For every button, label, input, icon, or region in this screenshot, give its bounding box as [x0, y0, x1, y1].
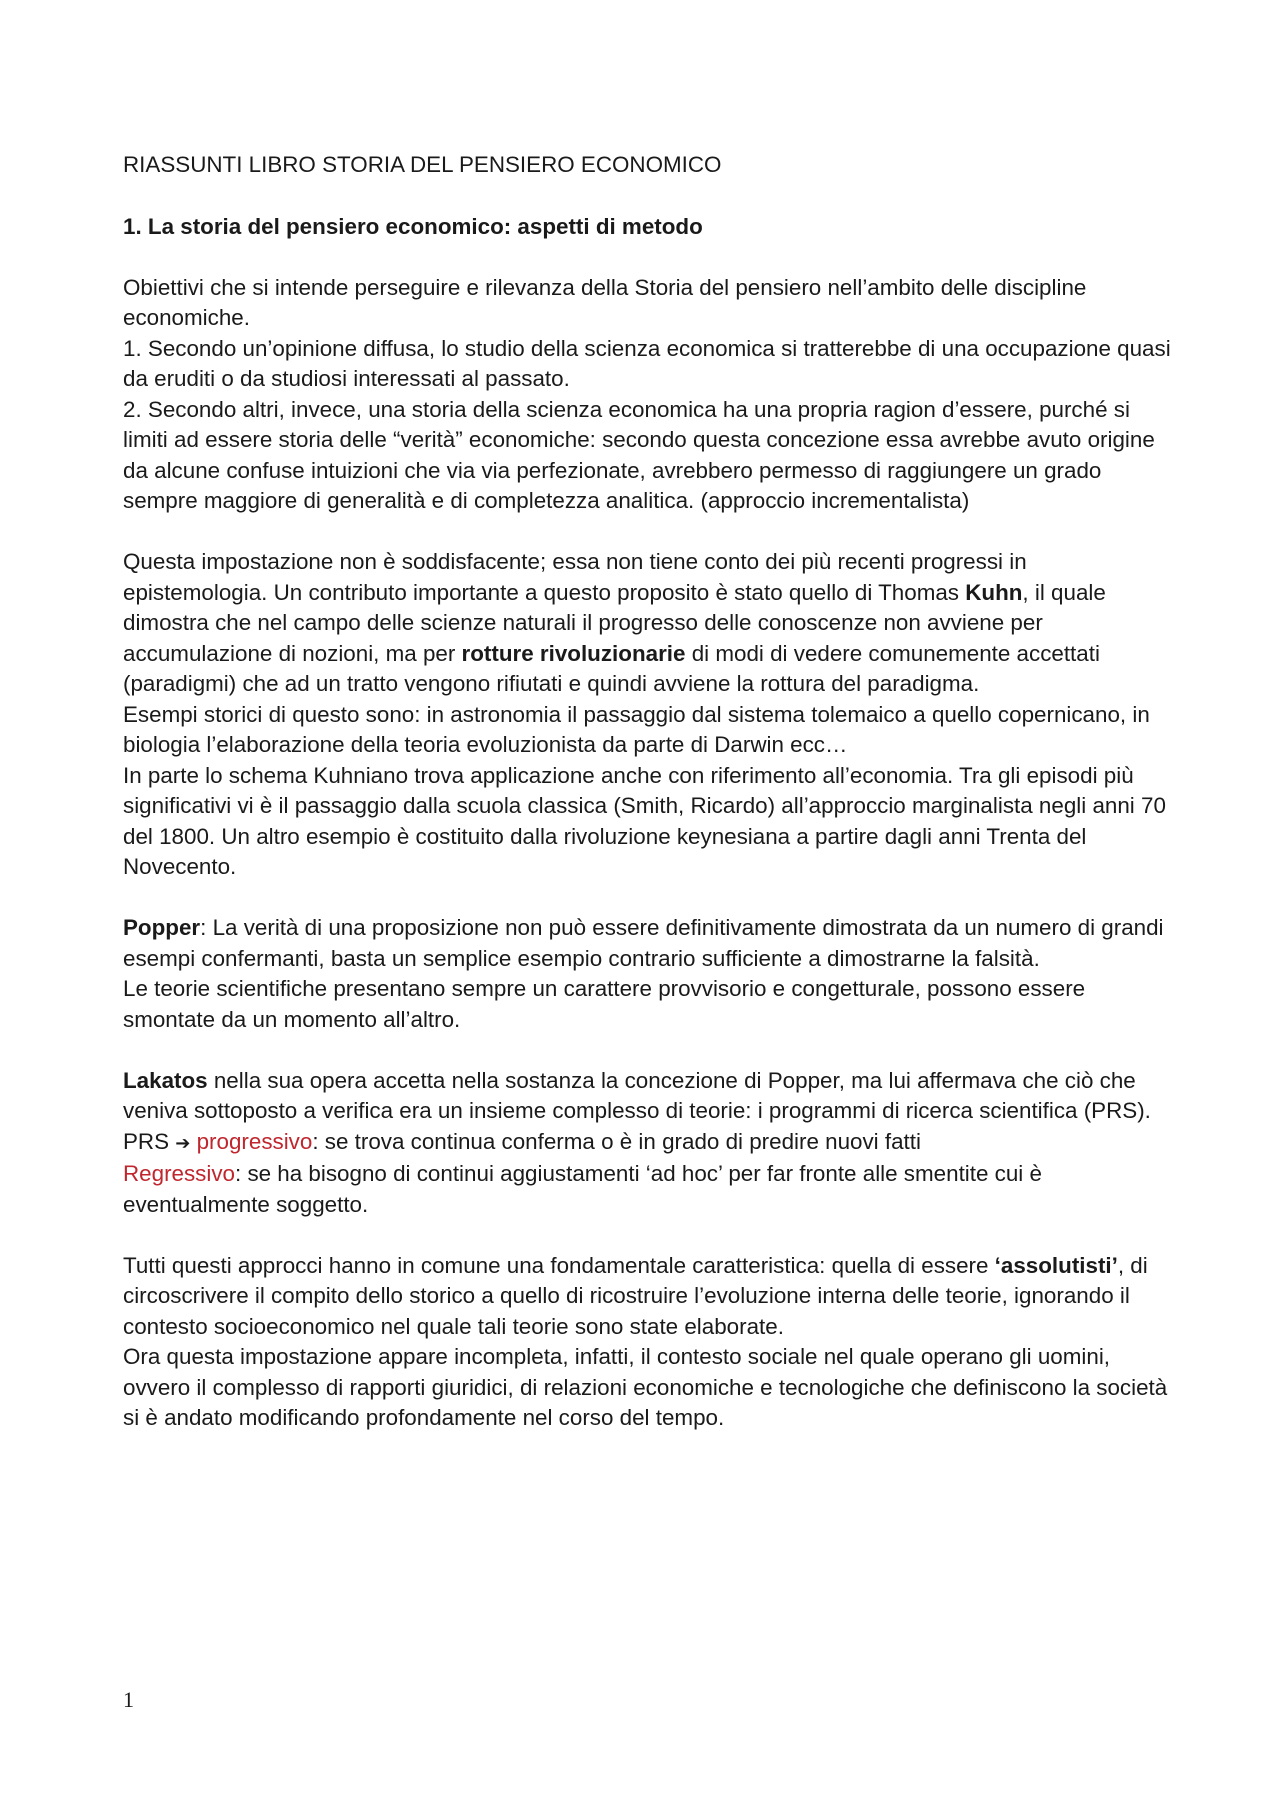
- lakatos-text: nella sua opera accetta nella sostanza la concezione di Popper, ma lui affermava che ciò che veniva sottoposto a verifica era un insieme complesso di teorie: i programmi di ricerca scientifica (PRS).: [123, 1067, 1151, 1123]
- document-title: RIASSUNTI LIBRO STORIA DEL PENSIERO ECONOMICO: [123, 152, 722, 177]
- social-context-paragraph: Ora questa impostazione appare incompleta, infatti, il contesto sociale nel quale operano gli uomini, ovvero il complesso di rapporti giuridici, di relazioni economiche e tecnologiche che definiscono la società si è andato modificando profondamente nel corso del tempo.: [123, 1344, 1168, 1430]
- kuhn-block: [123, 547, 1173, 883]
- kuhn-text-c: di modi di vedere comunemente accettati (paradigmi) che ad un tratto vengono rifiutati e quindi avviene la rottura del paradigma.: [123, 640, 1100, 696]
- arrow-right-icon: ➔: [175, 1132, 191, 1154]
- prs-label: PRS: [123, 1128, 176, 1154]
- progressivo-definition: : se trova continua conferma o è in grado di predire nuovi fatti: [312, 1128, 921, 1154]
- lakatos-name: Lakatos: [123, 1067, 208, 1093]
- lakatos-paragraph: [123, 1066, 1173, 1127]
- kuhn-name: Kuhn: [965, 579, 1023, 605]
- regressivo-term: Regressivo: [123, 1161, 235, 1186]
- popper-block: [123, 913, 1173, 1035]
- popper-text: : La verità di una proposizione non può essere definitivamente dimostrata da un numero di grandi esempi confermanti, basta un semplice esempio contrario sufficiente a dimostrarne la falsità.: [123, 915, 1164, 971]
- kuhn-paragraph: [123, 547, 1173, 700]
- point-one-paragraph: 1. Secondo un’opinione diffusa, lo studio della scienza economica si tratterebbe di una occupazione quasi da eruditi o da studiosi interessati al passato.: [123, 335, 1171, 391]
- assolutisti-term: ‘assolutisti’: [994, 1252, 1118, 1278]
- kuhn-text-b: , il quale dimostra che nel campo delle scienze naturali il progresso delle conoscenze non avviene per accumulazione di nozioni, ma per: [123, 579, 1106, 666]
- page-content: [123, 150, 1173, 1434]
- assolutisti-block: [123, 1251, 1173, 1434]
- historical-examples-paragraph: Esempi storici di questo sono: in astronomia il passaggio dal sistema tolemaico a quello copernicano, in biologia l’elaborazione della teoria evoluzionista da parte di Darwin ecc…: [123, 701, 1150, 757]
- scientific-theories-paragraph: Le teorie scientifiche presentano sempre un carattere provvisorio e congetturale, possono essere smontate da un momento all’altro.: [123, 976, 1086, 1032]
- page-number: 1: [123, 1687, 134, 1712]
- section-heading: 1. La storia del pensiero economico: aspetti di metodo: [123, 213, 703, 239]
- rotture-rivoluzionarie-term: rotture rivoluzionarie: [461, 640, 686, 666]
- assolutisti-text-a: Tutti questi approcci hanno in comune una fondamentale caratteristica: quella di essere: [123, 1252, 995, 1278]
- kuhnian-economics-paragraph: In parte lo schema Kuhniano trova applicazione anche con riferimento all’economia. Tra gli episodi più significativi vi è il passaggio dalla scuola classica (Smith, Ricardo) all’approccio marginalista negli anni 70 del 1800. Un altro esempio è costituito dalla rivoluzione keynesiana a partire dagli anni Trenta del Novecento.: [123, 762, 1166, 879]
- assolutisti-text-b: , di circoscrivere il compito dello storico a quello di ricostruire l’evoluzione interna delle teorie, ignorando il contesto socioeconomico nel quale tali teorie sono state elaborate.: [123, 1252, 1148, 1339]
- kuhn-text-a: Questa impostazione non è soddisfacente; essa non tiene conto dei più recenti progressi in epistemologia. Un contributo importante a questo proposito è stato quello di Thomas: [123, 549, 1027, 605]
- prs-regressive-line: [123, 1159, 1173, 1220]
- point-two-paragraph: 2. Secondo altri, invece, una storia della scienza economica ha una propria ragion d’essere, purché si limiti ad essere storia delle “verità” economiche: secondo questa concezione essa avrebbe avuto origine da alcune confuse intuizioni che via via perfezionate, avrebbero permesso di raggiungere un grado sempre maggiore di generalità e di completezza analitica. (approccio incrementalista): [123, 396, 1155, 513]
- progressivo-term: progressivo: [196, 1128, 313, 1154]
- lakatos-block: [123, 1066, 1173, 1221]
- assolutisti-paragraph: [123, 1251, 1173, 1343]
- intro-block: [123, 273, 1173, 517]
- popper-name: Popper: [123, 915, 201, 940]
- regressivo-definition: : se ha bisogno di continui aggiustamenti ‘ad hoc’ per far fronte alle smentite cui è eventualmente soggetto.: [123, 1161, 1042, 1217]
- prs-progressive-line: [123, 1127, 1173, 1160]
- popper-paragraph: [123, 913, 1173, 974]
- intro-paragraph: Obiettivi che si intende perseguire e rilevanza della Storia del pensiero nell’ambito delle discipline economiche.: [123, 274, 1087, 330]
